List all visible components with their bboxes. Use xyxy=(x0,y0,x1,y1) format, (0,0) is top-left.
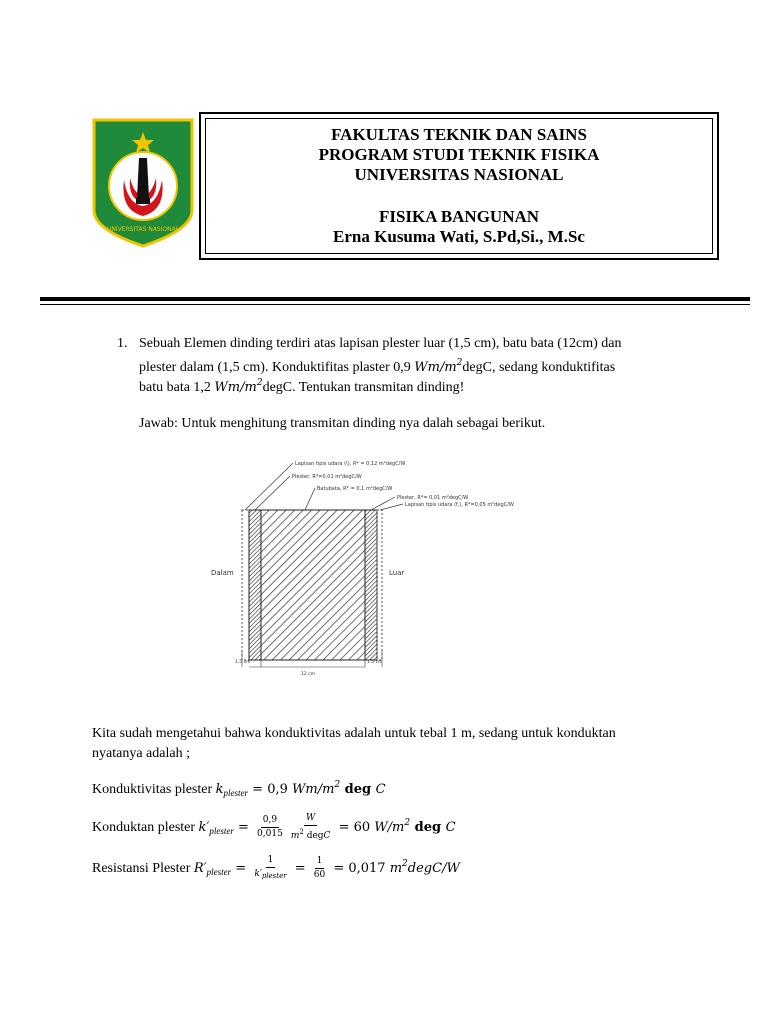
program-title: PROGRAM STUDI TEKNIK FISIKA xyxy=(318,145,600,164)
paragraph-line-2: nyatanya adalah ; xyxy=(92,746,190,761)
label-outer-plaster: Plester, R*= 0,01 m²degC/W xyxy=(397,495,469,501)
logo-text: UNIVERSITAS NASIONAL xyxy=(106,226,180,233)
equation-conductance: Konduktan plester $k'_{plester}$ = $\frac{0,9}{0,015}$ $\frac{W}{m^2 degC}$ = 60 $W/m^2$ deg C xyxy=(92,813,456,842)
inner-plaster-layer xyxy=(249,510,261,660)
divider-thick xyxy=(40,297,750,301)
question-line-2: plester dalam (1,5 cm). Konduktifitas plaster 0,9 $Wm/m^2degC$, sedang konduktifitas xyxy=(139,358,616,375)
university-title: UNIVERSITAS NASIONAL xyxy=(354,165,564,184)
question-line-1: Sebuah Elemen dinding terdiri atas lapisan plester luar (1,5 cm), batu bata (12cm) dan xyxy=(139,336,622,351)
paragraph-line-1: Kita sudah mengetahui bahwa konduktivitas adalah untuk tebal 1 m, sedang untuk konduktan xyxy=(92,726,616,741)
dim-bottom: 12 cm xyxy=(301,672,316,677)
label-dalam: Dalam xyxy=(211,569,234,577)
label-inner-air: Lapisan tipis udara (\), R* = 0,12 m²degC/W xyxy=(295,461,406,467)
equation-conductivity: Konduktivitas plester $k_{plester} = 0,9$ $Wm/m^2$ deg C xyxy=(92,780,386,798)
question-number: 1. xyxy=(117,336,128,351)
dim-left: 1.5 cm xyxy=(235,660,251,665)
inner-air-layer xyxy=(242,510,249,660)
wall-cross-section-figure xyxy=(205,455,515,685)
faculty-title: FAKULTAS TEKNIK DAN SAINS xyxy=(331,125,587,144)
label-luar: Luar xyxy=(389,569,405,577)
brick-layer xyxy=(261,510,365,660)
label-outer-air: Lapisan tipis udara (f,), R*=0,05 m²degC/W xyxy=(405,502,514,508)
equation-resistance: Resistansi Plester $R'_{plester}$ = $\frac{1}{k'_{plester}}$ = $\frac{1}{60}$ = 0,017 $m^2degC/W$ xyxy=(92,855,460,881)
label-brick: Batubata, R* = 0,1 m²degC/W xyxy=(317,486,393,492)
outer-plaster-layer xyxy=(365,510,377,660)
dim-right: 1.5 cm xyxy=(367,660,383,665)
label-inner-plaster: Plester, R*=0,01 m²degC/W xyxy=(292,474,362,480)
course-title: FISIKA BANGUNAN xyxy=(378,207,540,226)
header-box xyxy=(199,112,719,260)
divider-thin xyxy=(40,304,750,305)
answer-intro: Jawab: Untuk menghitung transmitan dinding nya dalah sebagai berikut. xyxy=(139,416,546,431)
outer-air-layer xyxy=(377,510,382,660)
university-logo xyxy=(92,118,194,248)
question-line-3: batu bata 1,2 $Wm/m^2degC$. Tentukan transmitan dinding! xyxy=(139,378,465,395)
lecturer-name: Erna Kusuma Wati, S.Pd,Si., M.Sc xyxy=(333,227,585,246)
